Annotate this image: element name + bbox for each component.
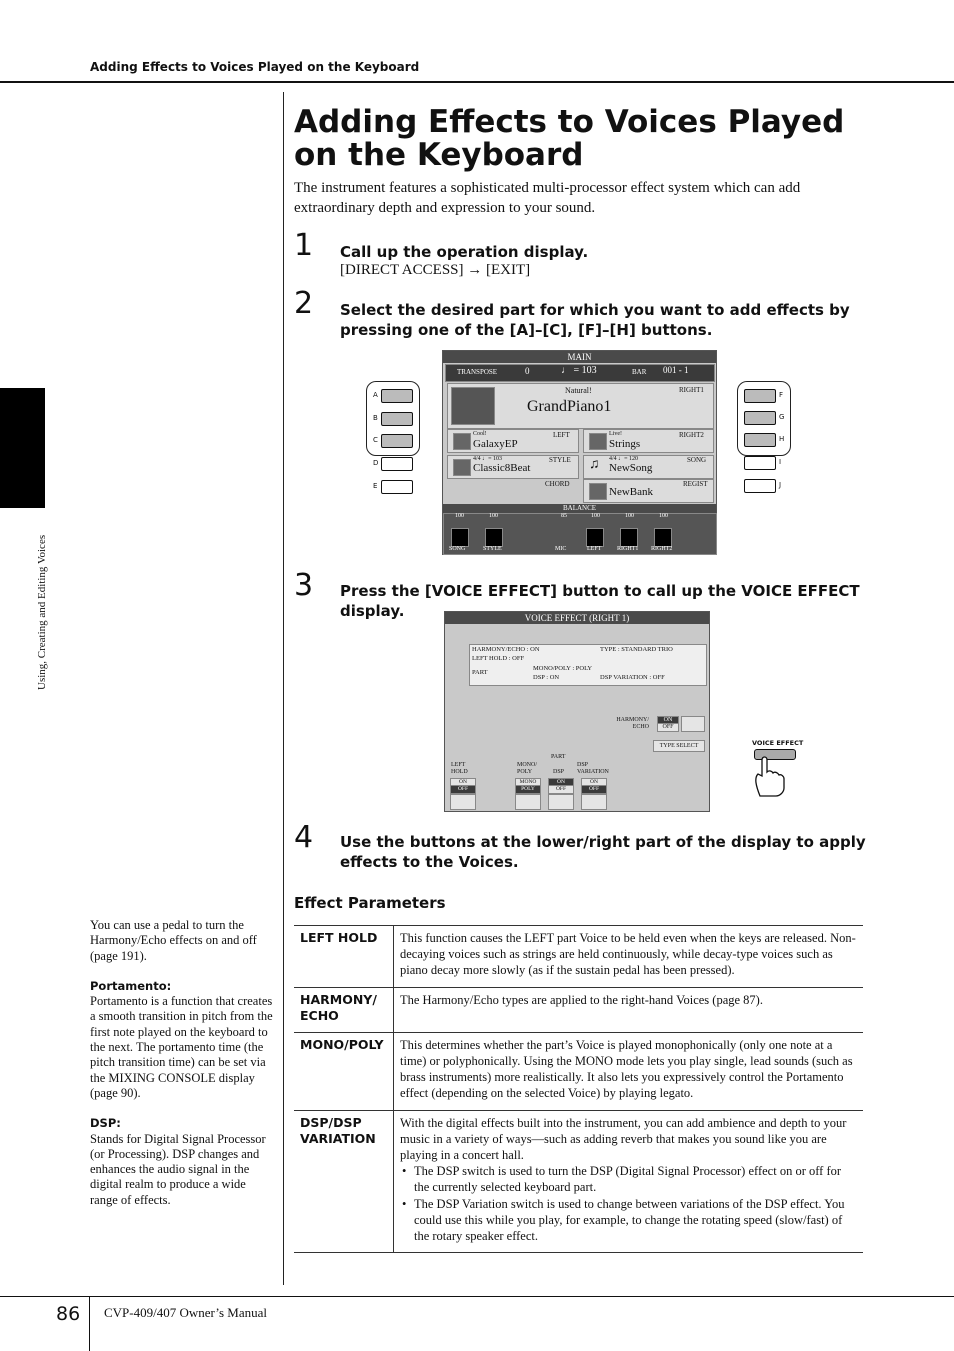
right1-voice-name: GrandPiano1 — [527, 398, 612, 415]
header-rule — [0, 81, 954, 83]
param-dsp-bullets — [400, 1163, 857, 1244]
left-hold-status: LEFT HOLD : OFF — [472, 655, 525, 662]
dsp-on-button[interactable]: ON — [548, 778, 574, 787]
margin-notes — [90, 918, 275, 1223]
strings-icon — [589, 433, 607, 450]
regist-name: NewBank — [609, 486, 653, 498]
portamento-note — [90, 979, 275, 1101]
panel-button-f[interactable] — [744, 389, 776, 403]
param-harmony-echo: HARMONY/ ECHO — [294, 987, 394, 1032]
effect-parameters-heading: Effect Parameters — [294, 894, 446, 912]
ctrl-dsp-label: DSP — [553, 769, 565, 775]
balance-song-label: SONG — [449, 546, 466, 552]
column-rule — [283, 92, 284, 1285]
page-title: Adding Effects to Voices Played on the Keyboard — [294, 104, 845, 173]
voice-effect-display — [444, 611, 710, 812]
param-left-hold-desc: This function causes the LEFT part Voice to be held even when the keys are released. Non-decaying voices such as strings are held continuously, while decay-type voices such as piano decay more slowly (as if the sustain pedal has been pressed). — [394, 926, 864, 988]
param-left-hold: LEFT HOLD — [294, 926, 394, 988]
balance-right1: 100 — [625, 513, 634, 519]
balance-right1-label: RIGHT1 — [617, 546, 639, 552]
left-label: LEFT — [553, 431, 570, 439]
chord-label: CHORD — [545, 480, 570, 488]
param-harmony-echo-desc: The Harmony/Echo types are applied to the right-hand Voices (page 87). — [394, 987, 864, 1032]
balance-song: 100 — [455, 513, 464, 519]
balance-style-label: STYLE — [483, 546, 502, 552]
button-b-label: B — [373, 414, 378, 422]
button-f-label: F — [779, 391, 784, 399]
param-dsp-desc — [394, 1110, 864, 1253]
harmony-button-label: HARMONY/ ECHO — [616, 717, 649, 730]
harmony-toggle-button[interactable] — [681, 716, 705, 732]
left-hold-off-button[interactable]: OFF — [450, 785, 476, 794]
bar-value: 001 - 1 — [663, 365, 689, 375]
balance-title: BALANCE — [443, 504, 716, 513]
button-d-label: D — [373, 459, 379, 467]
left-hold-toggle[interactable] — [450, 794, 476, 810]
pressing-hand-icon — [752, 752, 786, 798]
table-row — [294, 1032, 863, 1110]
dsp-text: Stands for Digital Signal Processor (or Processing). DSP changes and enhances the audio signal in the digital realm to produce a wide range of effects. — [90, 1131, 266, 1207]
voice-effect-title: VOICE EFFECT (RIGHT 1) — [445, 612, 709, 624]
mono-poly-status: MONO/POLY : POLY — [533, 665, 593, 672]
balance-right2: 100 — [659, 513, 668, 519]
balance-left: 100 — [591, 513, 600, 519]
panel-button-c[interactable] — [381, 434, 413, 448]
portamento-text: Portamento is a function that creates a smooth transition in pitch from the first note played on the keyboard to the next. The portamento time (the pitch transition time) can be set via the MIXING CONSOLE display (page 90). — [90, 994, 273, 1100]
button-h-label: H — [779, 435, 785, 443]
param-mono-poly: MONO/POLY — [294, 1032, 394, 1110]
right1-label: RIGHT1 — [679, 386, 704, 394]
dsp-variation-status: DSP VARIATION : OFF — [600, 674, 665, 681]
manual-name: CVP-409/407 Owner’s Manual — [104, 1305, 267, 1320]
left-voice-name: GalaxyEP — [473, 438, 518, 450]
style-meta: 4/4 ♩= 103 — [473, 456, 503, 462]
style-icon — [453, 459, 471, 476]
part-label: PART — [472, 669, 488, 676]
style-label: STYLE — [549, 456, 571, 464]
harmony-status: HARMONY/ECHO : ON — [472, 646, 540, 653]
main-display-title: MAIN — [443, 351, 716, 363]
ctrl-left-hold-label: LEFT HOLD — [451, 762, 468, 775]
step-4-number: 4 — [294, 820, 314, 855]
right1-fader[interactable] — [620, 528, 638, 547]
balance-left-label: LEFT — [587, 546, 602, 552]
style-fader[interactable] — [485, 528, 503, 547]
ctrl-mono-poly-label: MONO/ POLY — [517, 762, 538, 775]
harmony-off-button[interactable]: OFF — [657, 723, 679, 732]
step-1-sub: [DIRECT ACCESS] → [EXIT] — [340, 262, 531, 278]
harmony-on-button[interactable]: ON — [657, 716, 679, 725]
part-group-label: PART — [551, 754, 566, 760]
ctrl-dsp-var-label: DSP VARIATION — [577, 762, 609, 775]
list-item: • The DSP Variation switch is used to change between variations of the DSP effect. You could use this while you play, for example, to change the rotating speed (slow/fast) of the rotary speaker effect. — [414, 1196, 857, 1245]
button-j-label: J — [779, 481, 782, 489]
table-row — [294, 926, 863, 988]
dsp-var-on-button[interactable]: ON — [581, 778, 607, 787]
footer-rule — [0, 1296, 954, 1297]
intro-text: The instrument features a sophisticated multi-processor effect system which can add extraordinary depth and expression to your sound. — [294, 180, 801, 216]
button-g-label: G — [779, 413, 785, 421]
section-tab — [0, 388, 45, 508]
poly-button[interactable]: POLY — [515, 785, 541, 794]
balance-right2-label: RIGHT2 — [651, 546, 673, 552]
left-fader[interactable] — [586, 528, 604, 547]
effect-parameters-table — [294, 925, 863, 1253]
right2-voice-name: Strings — [609, 438, 641, 450]
song-meta: 4/4 ♩= 120 — [609, 456, 639, 462]
table-row — [294, 1110, 863, 1253]
step-1-text: Call up the operation display. — [340, 243, 589, 261]
panel-button-g[interactable] — [744, 411, 776, 425]
ep-icon — [453, 433, 471, 450]
page-number: 86 — [56, 1303, 81, 1325]
dsp-title: DSP: — [90, 1116, 121, 1131]
step-3-number: 3 — [294, 568, 314, 603]
pedal-note: You can use a pedal to turn the Harmony/Echo effects on and off (page 191). — [90, 918, 257, 963]
main-display — [442, 350, 717, 555]
table-row — [294, 987, 863, 1032]
transpose-value: 0 — [525, 366, 530, 376]
balance-style: 100 — [489, 513, 498, 519]
dsp-var-toggle[interactable] — [581, 794, 607, 810]
dsp-off-button[interactable]: OFF — [548, 785, 574, 794]
portamento-title: Portamento: — [90, 978, 172, 993]
step-2-text: Select the desired part for which you want to add effects by pressing one of the [A]–[C], [F]–[H] buttons. — [340, 301, 850, 339]
balance-mic: 85 — [561, 513, 567, 519]
panel-button-j[interactable] — [744, 479, 776, 493]
bank-icon — [589, 483, 607, 500]
tempo-value: ♩ = 103 — [561, 365, 597, 376]
step-1-number: 1 — [294, 228, 314, 263]
song-name: NewSong — [609, 462, 653, 474]
panel-button-h[interactable] — [744, 433, 776, 447]
song-fader[interactable] — [451, 528, 469, 547]
step-2-number: 2 — [294, 286, 314, 321]
list-item: • The DSP switch is used to turn the DSP (Digital Signal Processor) effect on or off for the currently selected keyboard part. — [414, 1163, 857, 1195]
param-dsp: DSP/DSP VARIATION — [294, 1110, 394, 1253]
running-head: Adding Effects to Voices Played on the Keyboard — [90, 60, 420, 74]
param-dsp-text: With the digital effects built into the instrument, you can add ambience and depth to your music in a variety of ways—such as adding reverb that makes you sound like you are playing in a concert hall. — [400, 1115, 847, 1163]
left-hold-on-button[interactable]: ON — [450, 778, 476, 787]
step-4-text: Use the buttons at the lower/right part of the display to apply effects to the Voices. — [340, 833, 866, 871]
right1-category: Natural! — [565, 386, 592, 395]
note-icon: ♫ — [589, 457, 600, 472]
panel-button-e[interactable] — [381, 480, 413, 494]
right2-label: RIGHT2 — [679, 431, 704, 439]
left-category: Cool! — [473, 431, 487, 437]
button-c-label: C — [373, 436, 378, 444]
param-mono-poly-desc: This determines whether the part’s Voice is played monophonically (only one note at a time) or polyphonically. Using the MONO mode lets you play single, lead sounds (such as brass instruments) more realistically. It also lets you expressively control the Portamento effect (depending on the selected Voice) by playing legato. — [394, 1032, 864, 1110]
style-name: Classic8Beat — [473, 462, 531, 474]
section-label: Using, Creating and Editing Voices — [36, 534, 48, 690]
panel-button-b[interactable] — [381, 412, 413, 426]
dsp-note — [90, 1116, 275, 1208]
dsp-var-off-button[interactable]: OFF — [581, 785, 607, 794]
dsp-status: DSP : ON — [533, 674, 560, 681]
dsp-toggle[interactable] — [548, 794, 574, 810]
piano-icon — [451, 387, 495, 425]
type-select-button[interactable]: TYPE SELECT — [653, 740, 705, 752]
panel-button-a[interactable] — [381, 389, 413, 403]
bar-label: BAR — [632, 368, 647, 376]
regist-label: REGIST — [683, 480, 708, 488]
right2-fader[interactable] — [654, 528, 672, 547]
step-3-text: Press the [VOICE EFFECT] button to call up the VOICE EFFECT display. — [340, 582, 860, 620]
button-e-label: E — [373, 482, 378, 490]
mono-button[interactable]: MONO — [515, 778, 541, 787]
button-i-label: I — [779, 458, 782, 466]
right2-category: Live! — [609, 431, 622, 437]
panel-button-i[interactable] — [744, 456, 776, 470]
transpose-label: TRANSPOSE — [457, 368, 498, 376]
panel-button-d[interactable] — [381, 457, 413, 471]
mono-poly-toggle[interactable] — [515, 794, 541, 810]
song-label: SONG — [687, 456, 707, 464]
balance-mic-label: MIC — [555, 546, 567, 552]
voice-effect-button-label: VOICE EFFECT — [752, 739, 804, 747]
footer-divider — [89, 1296, 90, 1351]
button-a-label: A — [373, 391, 378, 399]
type-status: TYPE : STANDARD TRIO — [600, 646, 673, 653]
